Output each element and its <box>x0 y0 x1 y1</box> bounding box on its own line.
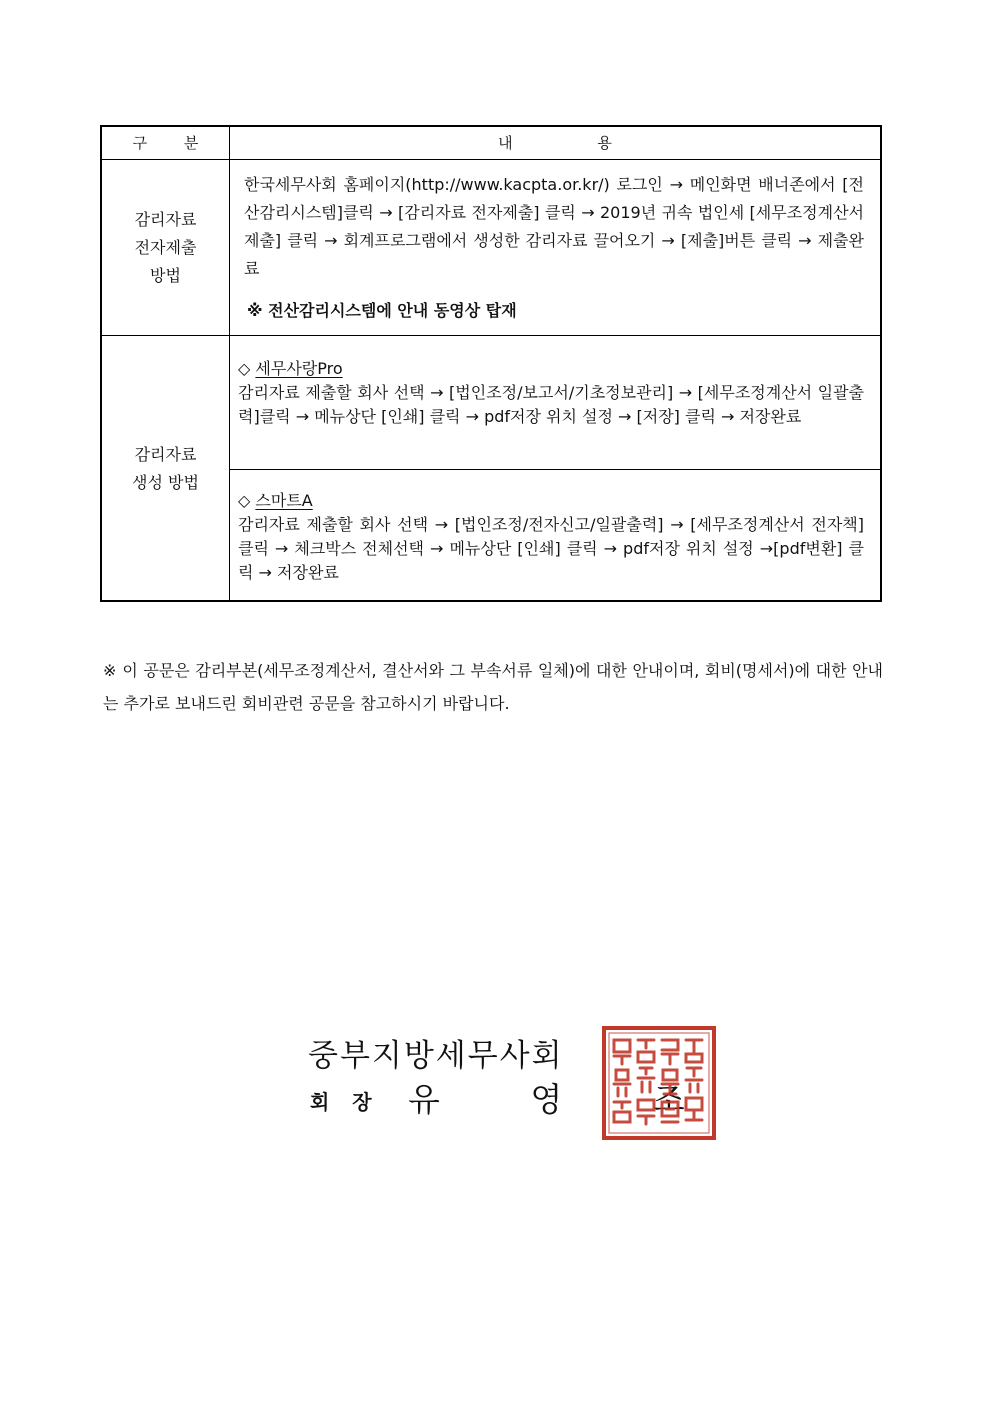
section-divider <box>229 469 880 470</box>
program-name: 세무사랑Pro <box>255 359 343 378</box>
row-label-line: 생성 방법 <box>132 473 199 492</box>
section-semusarang <box>238 357 864 429</box>
header-content: 내 용 <box>498 134 652 152</box>
column-divider <box>229 127 230 600</box>
row-label-submission <box>102 160 229 335</box>
info-table <box>100 125 882 602</box>
video-notice: ※ 전산감리시스템에 안내 동영상 탑재 <box>247 301 517 320</box>
section-steps: 감리자료 제출할 회사 선택 → [법인조정/보고서/기초정보관리] → [세무조정계산서 일괄출력]클릭 → 메뉴상단 [인쇄] 클릭 → pdf저장 위치 설정 → [저장] 클릭 → 저장완료 <box>238 383 864 426</box>
section-title <box>238 357 864 381</box>
footnote: ※ 이 공문은 감리부본(세무조정계산서, 결산서와 그 부속서류 일체)에 대한 안내이며, 회비(명세서)에 대한 안내는 추가로 보내드린 회비관련 공문을 참고하시기 바랍니다. <box>103 661 883 713</box>
section-steps: 감리자료 제출할 회사 선택 → [법인조정/전자신고/일괄출력] → [세무조정계산서 전자책] 클릭 → 체크박스 전체선택 → 메뉴상단 [인쇄] 클릭 → pdf저장 위치 설정 →[pdf변환] 클릭 → 저장완료 <box>238 515 864 582</box>
official-seal-stamp <box>600 1024 718 1142</box>
submission-steps: 한국세무사회 홈페이지(http://www.kacpta.or.kr/) 로그인 → 메인화면 배너존에서 [전산감리시스템]클릭 → [감리자료 전자제출] 클릭 → 2019년 귀속 법인세 [세무조정계산서 제출] 클릭 → 회계프로그램에서 생성한 감리자료 끌어오기 → [제출]버튼 클릭 → 제출완료 <box>244 175 864 278</box>
organization-name: 중부지방세무사회 <box>308 1038 564 1074</box>
header-category: 구 분 <box>132 134 215 152</box>
diamond-icon: ◇ <box>238 491 251 510</box>
section-smarta <box>238 489 864 585</box>
program-name: 스마트A <box>255 491 313 510</box>
section-title <box>238 489 864 513</box>
row-label-generation <box>102 336 229 602</box>
row-label-line: 전자제출 <box>134 237 197 257</box>
row-label-line: 감리자료 <box>134 209 197 229</box>
row-label-line: 방법 <box>150 265 181 285</box>
signer-name: 유 영 조 <box>408 1080 725 1119</box>
diamond-icon: ◇ <box>238 359 251 378</box>
row-label-line: 감리자료 <box>134 445 197 464</box>
signer-title: 회 장 <box>310 1090 380 1114</box>
